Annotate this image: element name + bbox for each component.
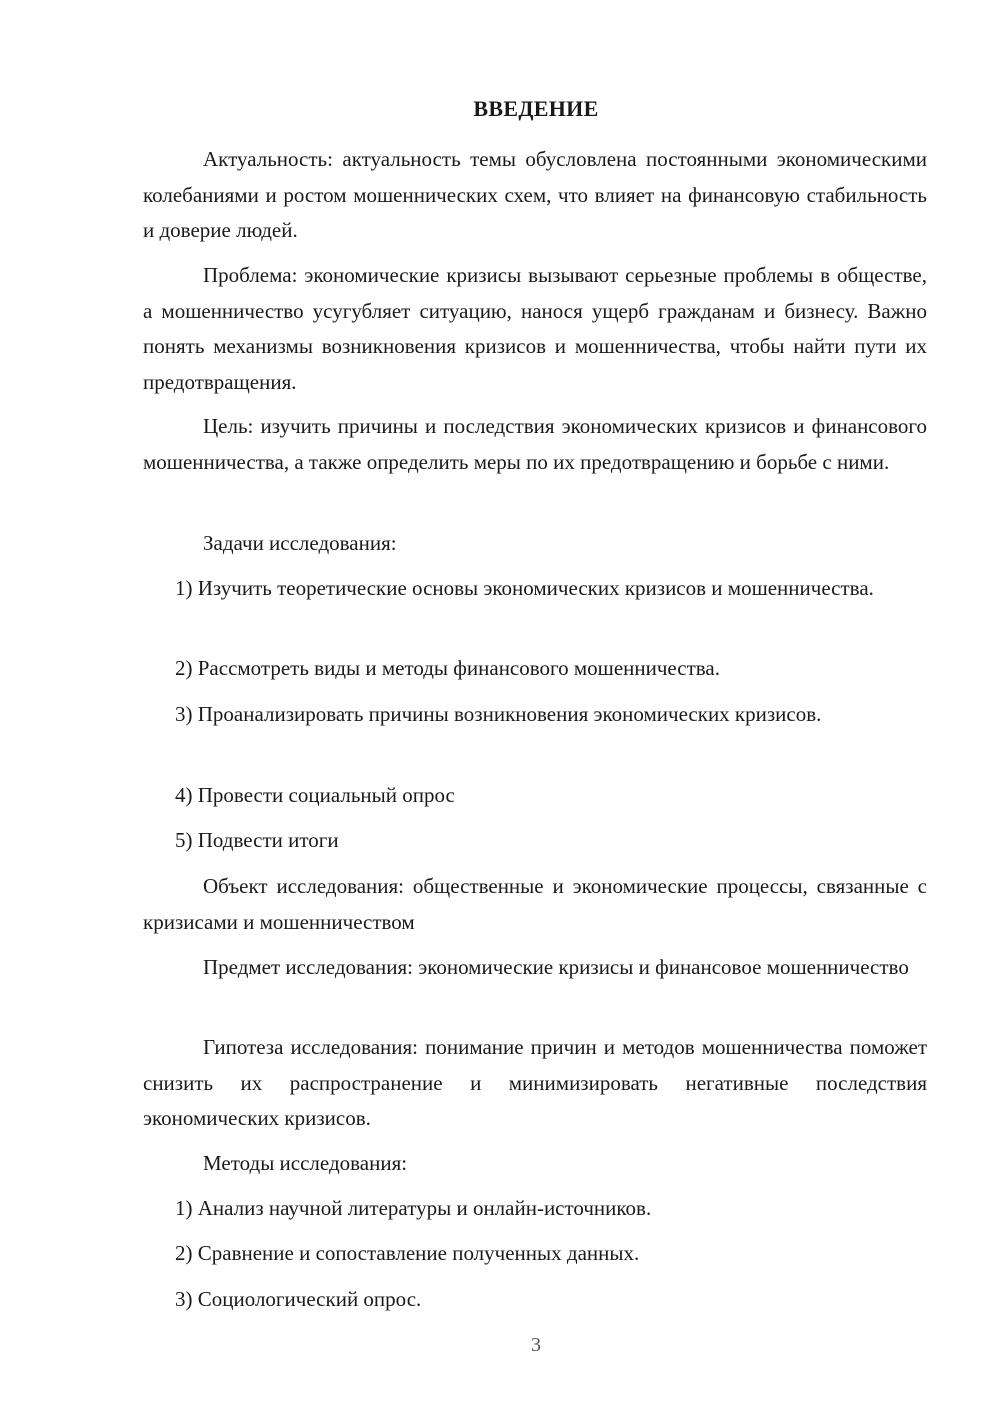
goal-paragraph: Цель: изучить причины и последствия экономических кризисов и финансового мошенничества, а также определить меры по их предотвращению и борьбе с ними. (143, 414, 927, 474)
subject-paragraph: Предмет исследования: экономические кризисы и финансовое мошенничество (203, 955, 909, 979)
methods-heading: Методы исследования: (203, 1151, 408, 1175)
relevance-paragraph: Актуальность: актуальность темы обусловлена постоянными экономическими колебаниями и ростом мошеннических схем, что влияет на финансовую стабильность и доверие людей. (143, 147, 927, 242)
page-number: 3 (531, 1334, 541, 1356)
page-title: ВВЕДЕНИЕ (473, 96, 599, 121)
object-paragraph: Объект исследования: общественные и экономические процессы, связанные с кризисами и мошенничеством (143, 874, 927, 934)
method-item-2: 2) Сравнение и сопоставление полученных данных. (175, 1241, 640, 1265)
task-item-5: 5) Подвести итоги (175, 828, 339, 852)
task-item-2: 2) Рассмотреть виды и методы финансового мошенничества. (175, 656, 720, 680)
problem-paragraph: Проблема: экономические кризисы вызывают серьезные проблемы в обществе, а мошенничество усугубляет ситуацию, нанося ущерб гражданам и бизнесу. Важно понять механизмы возникновения кризисов и мошенничества, чтобы найти пути их предотвращения. (143, 263, 927, 394)
method-item-1: 1) Анализ научной литературы и онлайн-источников. (175, 1196, 652, 1220)
tasks-heading: Задачи исследования: (203, 531, 397, 555)
method-item-3: 3) Социологический опрос. (175, 1287, 422, 1311)
task-item-3: 3) Проанализировать причины возникновения экономических кризисов. (175, 702, 822, 726)
task-item-4: 4) Провести социальный опрос (175, 783, 455, 807)
task-item-1: 1) Изучить теоретические основы экономических кризисов и мошенничества. (175, 576, 874, 600)
hypothesis-paragraph: Гипотеза исследования: понимание причин и методов мошенничества поможет снизить их распространение и минимизировать негативные последствия экономических кризисов. (143, 1035, 927, 1130)
